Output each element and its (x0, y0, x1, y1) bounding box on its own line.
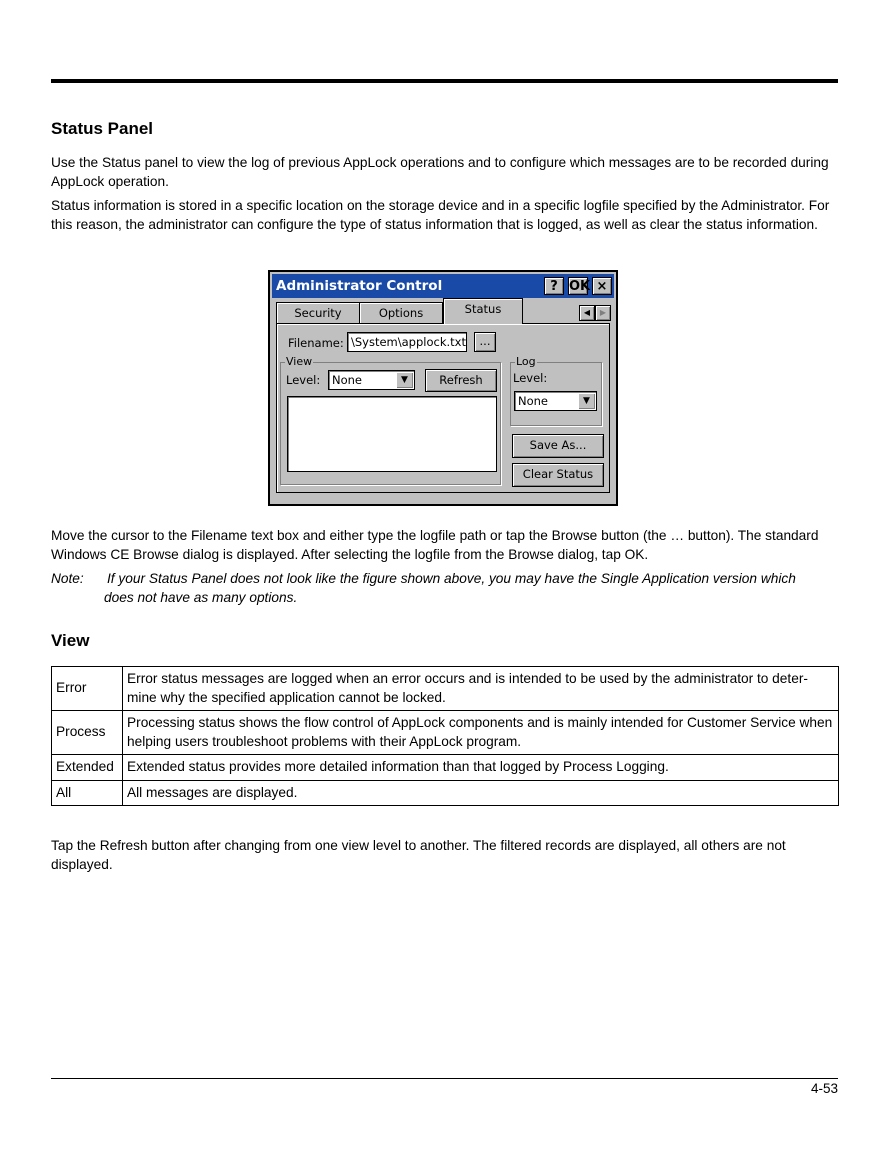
header-rule (51, 79, 838, 83)
refresh-instructions-paragraph: Tap the Refresh button after changing from one view level to another. The filtered records are displayed, all others are not displayed. (51, 838, 786, 872)
log-group-title: Log (516, 355, 536, 368)
dialog-title-bar (272, 274, 614, 298)
refresh-button[interactable]: Refresh (425, 369, 497, 392)
chevron-down-icon[interactable]: ▼ (396, 372, 413, 388)
intro-paragraph: Use the Status panel to view the log of previous AppLock operations and to configure which messages are to be recorded during AppLock operation. (51, 155, 829, 189)
tab-status[interactable]: Status (443, 298, 523, 324)
table-row (52, 711, 839, 755)
log-level-select[interactable] (514, 391, 597, 411)
filename-instructions-paragraph: Move the cursor to the Filename text box and either type the logfile path or tap the Browse button (the … button). The standard Windows CE Browse dialog is displayed. After selecting the logfile from the Browse dialog, tap OK. (51, 528, 819, 562)
save-as-button[interactable]: Save As... (512, 434, 604, 458)
page-number: 4-53 (810, 1081, 838, 1096)
tab-scroll-left-icon[interactable]: ◀ (579, 305, 595, 321)
filename-input[interactable]: \System\applock.txt (347, 332, 467, 352)
view-group (280, 355, 501, 485)
note-text: If your Status Panel does not look like the figure shown above, you may have the Single Application version which does not have as many options. (104, 571, 796, 605)
view-levels-table (51, 666, 839, 806)
log-level-value: None (518, 394, 549, 408)
view-group-title: View (286, 355, 313, 368)
table-row (52, 755, 839, 781)
table-row (52, 780, 839, 806)
table-cell-level: Process (52, 711, 123, 755)
tab-options[interactable]: Options (359, 302, 443, 324)
dialog-title: Administrator Control (276, 278, 443, 294)
administrator-control-dialog (268, 270, 618, 506)
status-tab-panel (276, 323, 610, 493)
section-title: Status Panel (51, 119, 154, 138)
log-group (510, 355, 602, 426)
view-level-value: None (332, 373, 363, 387)
help-button[interactable]: ? (544, 277, 564, 295)
close-button[interactable]: × (592, 277, 612, 295)
view-level-label: Level: (286, 373, 321, 387)
clear-status-button[interactable]: Clear Status (512, 463, 604, 487)
table-cell-level: Error (52, 667, 123, 711)
view-section-title: View (51, 631, 90, 650)
note (51, 570, 838, 608)
view-level-select[interactable] (328, 370, 415, 390)
tab-scroll-right-icon[interactable]: ▶ (595, 305, 611, 321)
table-cell-description: Error status messages are logged when an error occurs and is intended to be used by the administrator to deter-mine why the specified application cannot be locked. (123, 667, 839, 711)
table-cell-description: All messages are displayed. (123, 780, 839, 806)
log-level-label: Level: (513, 371, 548, 385)
table-cell-level: Extended (52, 755, 123, 781)
status-info-paragraph: Status information is stored in a specific location on the storage device and in a specific logfile specified by the Administrator. For this reason, the administrator can configure the type of status information that is logged, as well as clear the status information. (51, 198, 830, 232)
browse-button[interactable]: ... (474, 332, 496, 352)
table-cell-description: Processing status shows the flow control of AppLock components and is mainly intended for Customer Service when helping users troubleshoot problems with their AppLock program. (123, 711, 839, 755)
chevron-down-icon[interactable]: ▼ (578, 393, 595, 409)
table-row (52, 667, 839, 711)
ok-button[interactable]: OK (569, 279, 591, 294)
note-label: Note: (51, 571, 84, 586)
filename-label: Filename: (288, 336, 344, 350)
table-cell-level: All (52, 780, 123, 806)
tab-security[interactable]: Security (276, 302, 360, 324)
status-log-listbox[interactable] (287, 396, 497, 472)
footer-rule (51, 1078, 838, 1079)
table-cell-description: Extended status provides more detailed information than that logged by Process Logging. (123, 755, 839, 781)
